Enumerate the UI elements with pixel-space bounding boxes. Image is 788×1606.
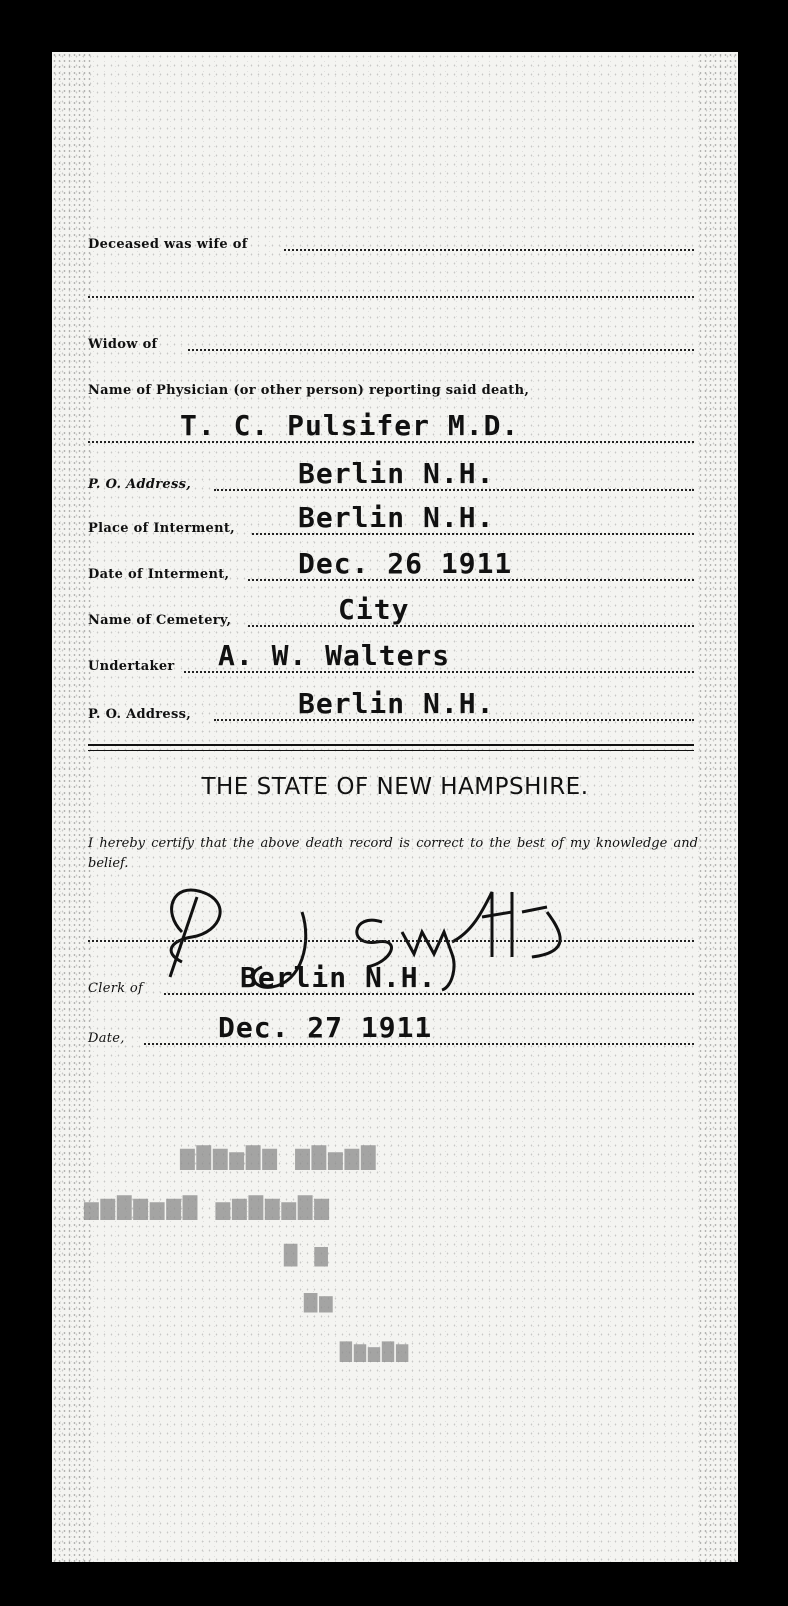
bleed-through-mark: ▆ ▇ xyxy=(282,1242,328,1267)
field-line xyxy=(248,625,694,627)
field-value: Dec. 27 1911 xyxy=(218,1011,433,1044)
field-cemetery xyxy=(88,593,694,630)
scan-edge-noise-right xyxy=(698,52,738,1562)
field-label: Clerk of xyxy=(88,981,144,996)
field-value: City xyxy=(338,593,410,626)
bleed-through-mark: ▆▇▅▆▇ xyxy=(338,1338,409,1362)
bleed-through-mark: ▅▆ xyxy=(302,1288,333,1313)
field-label: P. O. Address, xyxy=(88,707,192,722)
field-value: Berlin N.H. xyxy=(240,961,437,994)
field-physician xyxy=(88,409,694,446)
field-date-of-interment xyxy=(88,547,694,584)
field-value: T. C. Pulsifer M.D. xyxy=(180,409,520,442)
scan-edge-noise-left xyxy=(52,52,92,1562)
bleed-through-mark: ▆▇▅▆▇▆▅ ▇▆▅▆▇▆▅ xyxy=(82,1192,329,1220)
field-value: Berlin N.H. xyxy=(298,501,495,534)
section-divider-bottom xyxy=(88,750,694,751)
field-label: Name of Physician (or other person) reporting said death, xyxy=(88,383,530,398)
field-wife-of xyxy=(88,230,694,254)
certification-text: I hereby certify that the above death record is correct to the best of my knowledge and belief. xyxy=(88,836,698,871)
field-widow-of xyxy=(88,330,694,354)
field-physician-label-row xyxy=(88,376,694,400)
death-record-card xyxy=(52,52,738,1562)
blank-line xyxy=(88,296,694,298)
field-undertaker-po-address xyxy=(88,687,694,724)
field-value: Berlin N.H. xyxy=(298,687,495,720)
field-undertaker xyxy=(88,639,694,676)
field-label: P. O. Address, xyxy=(88,477,192,492)
state-title: THE STATE OF NEW HAMPSHIRE. xyxy=(201,774,589,800)
field-label: Widow of xyxy=(88,337,158,352)
field-place-of-interment xyxy=(88,501,694,538)
field-value: Dec. 26 1911 xyxy=(298,547,513,580)
field-clerk-of xyxy=(88,961,694,998)
bleed-through-mark: ▇▆▅▇▆ ▆▇▅▆▇▆ xyxy=(178,1142,376,1170)
signature-line xyxy=(88,940,694,942)
field-line xyxy=(284,249,694,251)
field-physician-po-address xyxy=(88,457,694,494)
field-label: Deceased was wife of xyxy=(88,237,248,252)
field-label: Place of Interment, xyxy=(88,521,236,536)
field-label: Undertaker xyxy=(88,659,175,674)
scan-noise xyxy=(52,52,738,1562)
field-label: Name of Cemetery, xyxy=(88,613,232,628)
field-date xyxy=(88,1011,694,1048)
field-value: A. W. Walters xyxy=(218,639,451,672)
field-value: Berlin N.H. xyxy=(298,457,495,490)
field-line xyxy=(188,349,694,351)
field-label: Date, xyxy=(88,1031,125,1046)
section-divider-top xyxy=(88,744,694,746)
field-label: Date of Interment, xyxy=(88,567,230,582)
